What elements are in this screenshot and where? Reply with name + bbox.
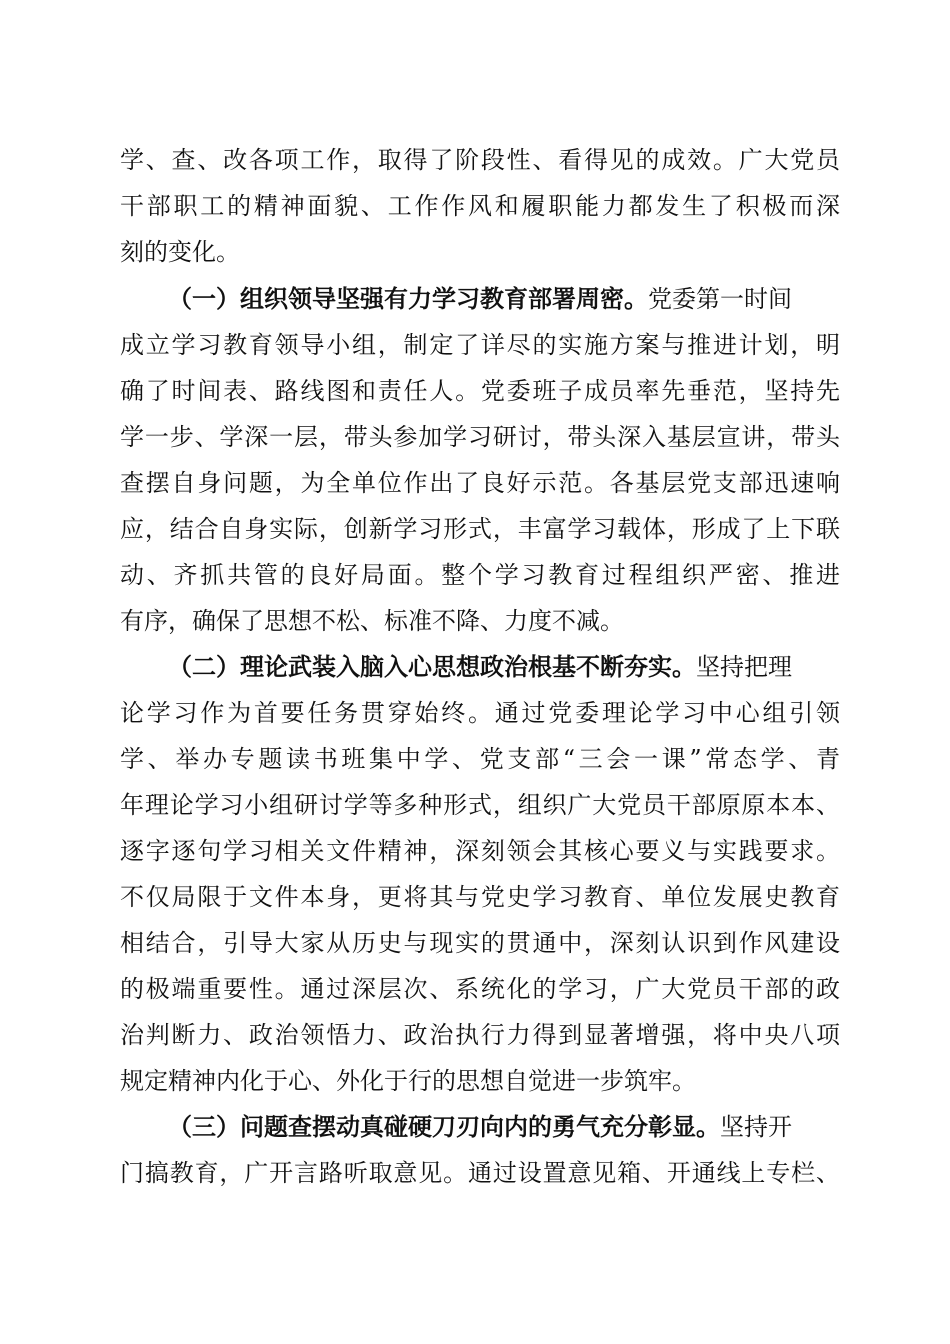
paragraph-line: 干部职工的精神面貌、工作作风和履职能力都发生了积极而深 (120, 192, 840, 220)
section-text: 坚持开 (720, 1113, 792, 1141)
paragraph-line: 逐字逐句学习相关文件精神，深刻领会其核心要义与实践要求。 (120, 837, 840, 865)
paragraph-line: 年理论学习小组研讨学等多种形式，组织广大党员干部原原本本、 (120, 791, 840, 819)
section-heading: （三）问题查摆动真碰硬刀刃向内的勇气充分彰显。 (168, 1112, 720, 1141)
paragraph-line: 刻的变化。 (120, 238, 240, 266)
paragraph-line: 不仅局限于文件本身，更将其与党史学习教育、单位发展史教育 (120, 883, 840, 911)
section-2-first-line (168, 647, 840, 687)
section-text: 坚持把理 (696, 653, 792, 681)
paragraph-line: 的极端重要性。通过深层次、系统化的学习，广大党员干部的政 (120, 975, 840, 1003)
paragraph-line: 查摆自身问题，为全单位作出了良好示范。各基层党支部迅速响 (120, 469, 840, 497)
section-text: 党委第一时间 (648, 285, 792, 313)
paragraph-line: 动、齐抓共管的良好局面。整个学习教育过程组织严密、推进 (120, 561, 840, 589)
paragraph-line: 有序，确保了思想不松、标准不降、力度不减。 (120, 607, 624, 635)
section-heading: （一）组织领导坚强有力学习教育部署周密。 (168, 284, 648, 313)
section-3-first-line (168, 1107, 840, 1147)
paragraph-line: 确了时间表、路线图和责任人。党委班子成员率先垂范，坚持先 (120, 377, 840, 405)
paragraph-line: 学一步、学深一层，带头参加学习研讨，带头深入基层宣讲，带头 (120, 423, 840, 451)
paragraph-line: 应，结合自身实际，创新学习形式，丰富学习载体，形成了上下联 (120, 515, 840, 543)
paragraph-line: 成立学习教育领导小组，制定了详尽的实施方案与推进计划，明 (120, 331, 840, 359)
paragraph-line: 学、查、改各项工作，取得了阶段性、看得见的成效。广大党员 (120, 146, 840, 174)
section-heading: （二）理论武装入脑入心思想政治根基不断夯实。 (168, 652, 696, 681)
paragraph-line: 学、举办专题读书班集中学、党支部“三会一课”常态学、青 (120, 745, 840, 773)
paragraph-line: 门搞教育，广开言路听取意见。通过设置意见箱、开通线上专栏、 (120, 1159, 840, 1187)
paragraph-line: 论学习作为首要任务贯穿始终。通过党委理论学习中心组引领 (120, 699, 840, 727)
paragraph-line: 相结合，引导大家从历史与现实的贯通中，深刻认识到作风建设 (120, 929, 840, 957)
paragraph-line: 治判断力、政治领悟力、政治执行力得到显著增强，将中央八项 (120, 1021, 840, 1049)
section-1-first-line (168, 279, 840, 319)
paragraph-line: 规定精神内化于心、外化于行的思想自觉进一步筑牢。 (120, 1067, 696, 1095)
